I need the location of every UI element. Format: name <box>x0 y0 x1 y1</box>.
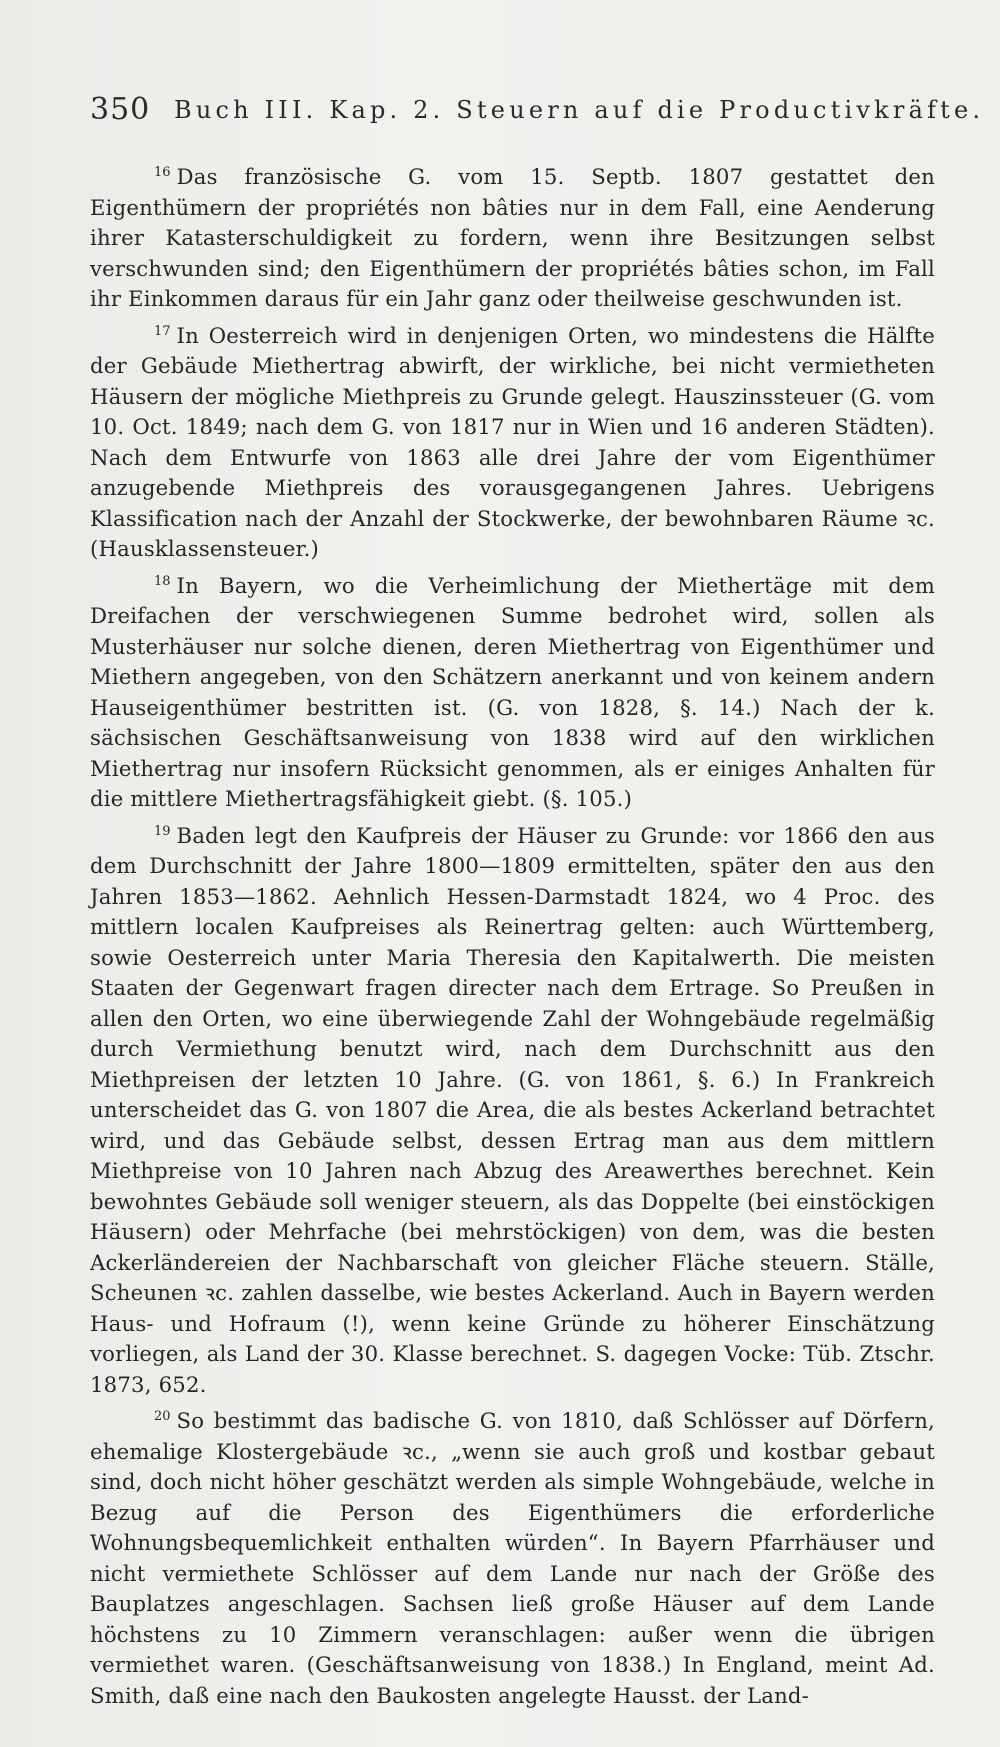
footnote-number: 19 <box>154 823 171 839</box>
footnote-19 <box>90 817 935 1401</box>
footnotes-block <box>90 158 935 1713</box>
footnote-text: So bestimmt das badische G. von 1810, daß Schlösser auf Dörfern, ehemalige Klostergebäude ꝛc., „wenn sie auch groß und kostbar gebaut sind, doch nicht höher geschätzt werden als simple Wohngebäude, welche in Bezug auf die Person des Eigenthümers die erforderliche Wohnungsbequemlichkeit enthalten würden“. In Bayern Pfarrhäuser und nicht vermiethete Schlösser auf dem Lande nur nach der Größe des Bauplatzes angeschlagen. Sachsen ließ große Häuser auf dem Lande höchstens zu 10 Zimmern veranschlagen: außer wenn die übrigen vermiethet waren. (Geschäftsanweisung von 1838.) In England, meint Ad. Smith, daß eine nach den Baukosten angelegte Hausst. der Land- <box>90 1408 935 1708</box>
footnote-text: In Oesterreich wird in denjenigen Orten, wo mindestens die Hälfte der Gebäude Miethertrag abwirft, der wirkliche, bei nicht vermietheten Häusern der mögliche Miethpreis zu Grunde gelegt. Hauszinssteuer (G. vom 10. Oct. 1849; nach dem G. von 1817 nur in Wien und 16 anderen Städten). Nach dem Entwurfe von 1863 alle drei Jahre der vom Eigenthümer anzugebende Miethpreis des vorausgegangenen Jahres. Uebrigens Klassification nach der Anzahl der Stockwerke, der bewohnbaren Räume ꝛc. (Hausklassensteuer.) <box>90 322 935 561</box>
page-number: 350 <box>90 92 151 127</box>
footnote-17 <box>90 317 935 565</box>
footnote-text: Das französische G. vom 15. Septb. 1807 gestattet den Eigenthümern der propriétés non bâties nur in dem Fall, eine Aenderung ihrer Katasterschuldigkeit zu fordern, wenn ihre Besitzungen selbst verschwunden sind; den Eigenthümern der propriétés bâties schon, im Fall ihr Einkommen daraus für ein Jahr ganz oder theilweise geschwunden ist. <box>90 164 935 311</box>
footnote-number: 20 <box>154 1409 171 1424</box>
footnote-number: 17 <box>154 323 171 339</box>
footnote-number: 18 <box>154 573 171 589</box>
footnote-number: 16 <box>154 165 171 180</box>
footnote-text: In Bayern, wo die Verheimlichung der Miethertäge mit dem Dreifachen der verschwiegenen Summe bedrohet wird, sollen als Musterhäuser nur solche dienen, deren Miethertrag von Eigenthümer und Miethern angegeben, von den Schätzern anerkannt und von keinem andern Hauseigenthümer bestritten ist. (G. von 1828, §. 14.) Nach der k. sächsischen Geschäftsanweisung von 1838 wird auf den wirklichen Miethertrag nur insofern Rücksicht genommen, als er einiges Anhalten für die mittlere Miethertragsfähigkeit giebt. (§. 105.) <box>90 572 935 811</box>
footnote-20 <box>90 1402 935 1711</box>
footnote-16 <box>90 158 935 315</box>
footnote-text: Baden legt den Kaufpreis der Häuser zu Grunde: vor 1866 den aus dem Durchschnitt der Jahre 1800—1809 ermittelten, später den aus den Jahren 1853—1862. Aehnlich Hessen-Darmstadt 1824, wo 4 Proc. des mittlern localen Kaufpreises als Reinertrag gelten: auch Württemberg, sowie Oesterreich unter Maria Theresia den Kapitalwerth. Die meisten Staaten der Gegenwart fragen directer nach dem Ertrage. So Preußen in allen den Orten, wo eine überwiegende Zahl der Wohngebäude regelmäßig durch Vermiethung benutzt wird, nach dem Durchschnitt aus den Miethpreisen der letzten 10 Jahre. (G. von 1861, §. 6.) In Frankreich unterscheidet das G. von 1807 die Area, die als bestes Ackerland betrachtet wird, und das Gebäude selbst, dessen Ertrag man aus dem mittlern Miethpreise von 10 Jahren nach Abzug des Areawerthes berechnet. Kein bewohntes Gebäude soll weniger steuern, als das Doppelte (bei einstöckigen Häusern) oder Mehrfache (bei mehrstöckigen) von dem, was die besten Ackerländereien der Nachbarschaft von gleicher Fläche steuern. Ställe, Scheunen ꝛc. zahlen dasselbe, wie bestes Ackerland. Auch in Bayern werden Haus- und Hofraum (!), wenn keine Gründe zu höherer Einschätzung vorliegen, als Land der 30. Klasse berechnet. S. dagegen Vocke: Tüb. Ztschr. 1873, 652. <box>90 822 935 1397</box>
footnote-18 <box>90 567 935 815</box>
page-header <box>90 92 985 132</box>
running-head: Buch III. Kap. 2. Steuern auf die Productivkräfte. <box>174 96 985 124</box>
